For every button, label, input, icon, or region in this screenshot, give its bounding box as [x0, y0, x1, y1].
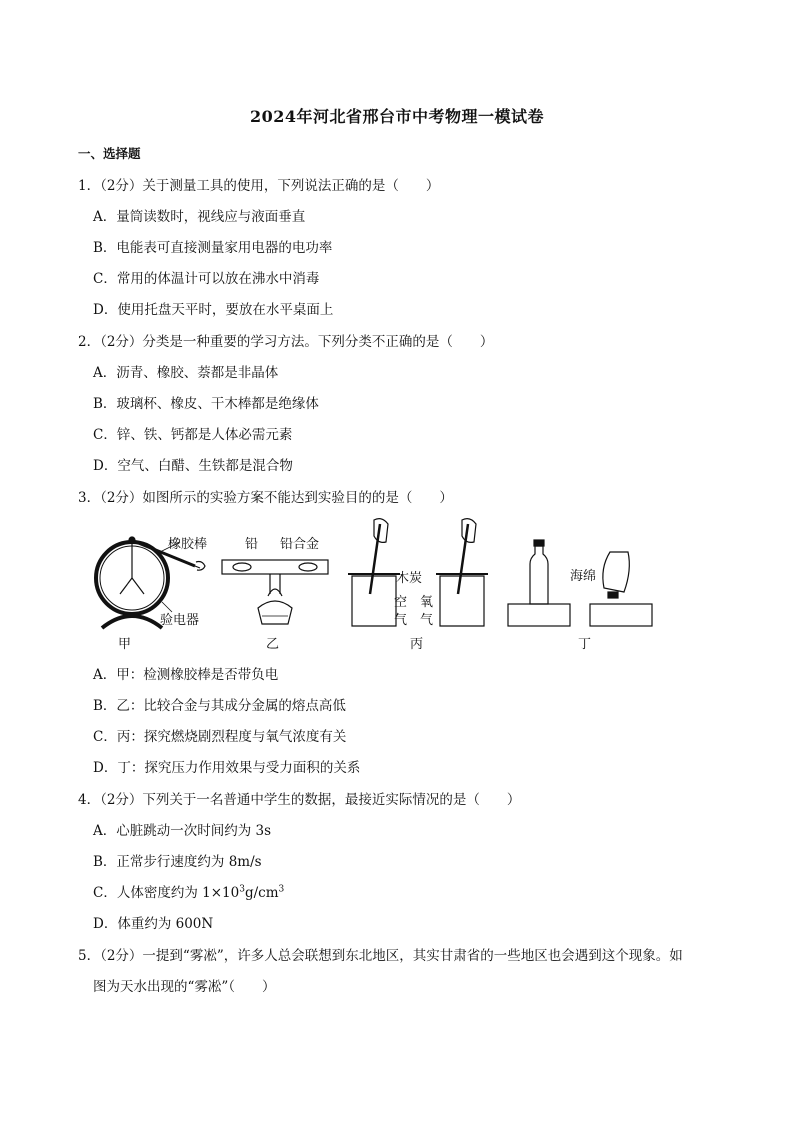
question-4-option-c: C．人体密度约为 $1\times 10^3g/cm^3$ — [93, 884, 285, 901]
question-5-stem-continued: 图为天水出现的“雾凇”（ ） — [93, 979, 276, 995]
question-1-option-b: B．电能表可直接测量家用电器的电功率 — [93, 240, 333, 256]
question-2-stem: 2．（2分）分类是一种重要的学习方法。下列分类不正确的是（ ） — [78, 334, 494, 350]
melting-point-diagram — [222, 560, 328, 624]
label-charcoal: 木炭 — [396, 571, 423, 586]
question-3-option-a: A．甲：检测橡胶棒是否带负电 — [93, 667, 279, 683]
label-ding: 丁 — [578, 637, 592, 652]
question-3-option-d: D．丁：探究压力作用效果与受力面积的关系 — [93, 760, 361, 776]
label-yi: 乙 — [266, 637, 280, 652]
question-2-option-c: C．锌、铁、钙都是人体必需元素 — [93, 427, 293, 443]
question-4-option-d: D．体重约为 600N — [93, 916, 214, 932]
question-3-option-b: B．乙：比较合金与其成分金属的熔点高低 — [93, 698, 346, 714]
experiment-figure — [90, 516, 670, 656]
label-oxygen: 氧 — [420, 595, 434, 610]
label-air: 空 — [394, 595, 408, 610]
question-2-option-a: A．沥青、橡胶、萘都是非晶体 — [93, 365, 279, 381]
question-1-option-d: D．使用托盘天平时，要放在水平桌面上 — [93, 302, 334, 318]
question-1-option-a: A．量筒读数时，视线应与液面垂直 — [93, 209, 306, 225]
question-3-option-c: C．丙：探究燃烧剧烈程度与氧气浓度有关 — [93, 729, 347, 745]
question-1-stem: 1．（2分）关于测量工具的使用，下列说法正确的是（ ） — [78, 178, 440, 194]
question-4-stem: 4．（2分）下列关于一名普通中学生的数据，最接近实际情况的是（ ） — [78, 792, 521, 808]
question-1-option-c: C．常用的体温计可以放在沸水中消毒 — [93, 271, 320, 287]
label-sponge: 海绵 — [570, 569, 597, 584]
label-bing: 丙 — [410, 637, 424, 652]
section-heading: 一、选择题 — [78, 146, 141, 161]
question-2-option-b: B．玻璃杯、橡皮、干木棒都是绝缘体 — [93, 396, 319, 412]
label-jia: 甲 — [118, 637, 132, 652]
question-4-option-a: A．心脏跳动一次时间约为 3s — [93, 823, 272, 839]
label-electroscope: 验电器 — [160, 613, 200, 628]
question-3-stem: 3．（2分）如图所示的实验方案不能达到实验目的的是（ ） — [78, 490, 453, 506]
question-4-option-b: B．正常步行速度约为 8m/s — [93, 854, 262, 870]
label-air-2: 气 — [394, 613, 408, 628]
exam-title: 2024年河北省邢台市中考物理一模试卷 — [249, 107, 545, 126]
label-rubber-rod: 橡胶棒 — [168, 537, 208, 552]
label-lead-alloy: 铅合金 — [280, 537, 320, 552]
label-lead: 铅 — [245, 537, 259, 552]
question-5-stem: 5．（2分）一提到“雾凇”，许多人总会联想到东北地区，其实甘肃省的一些地区也会遇到这个现象。如 — [78, 948, 683, 964]
question-2-option-d: D．空气、白醋、生铁都是混合物 — [93, 458, 293, 474]
label-oxygen-2: 气 — [420, 613, 434, 628]
